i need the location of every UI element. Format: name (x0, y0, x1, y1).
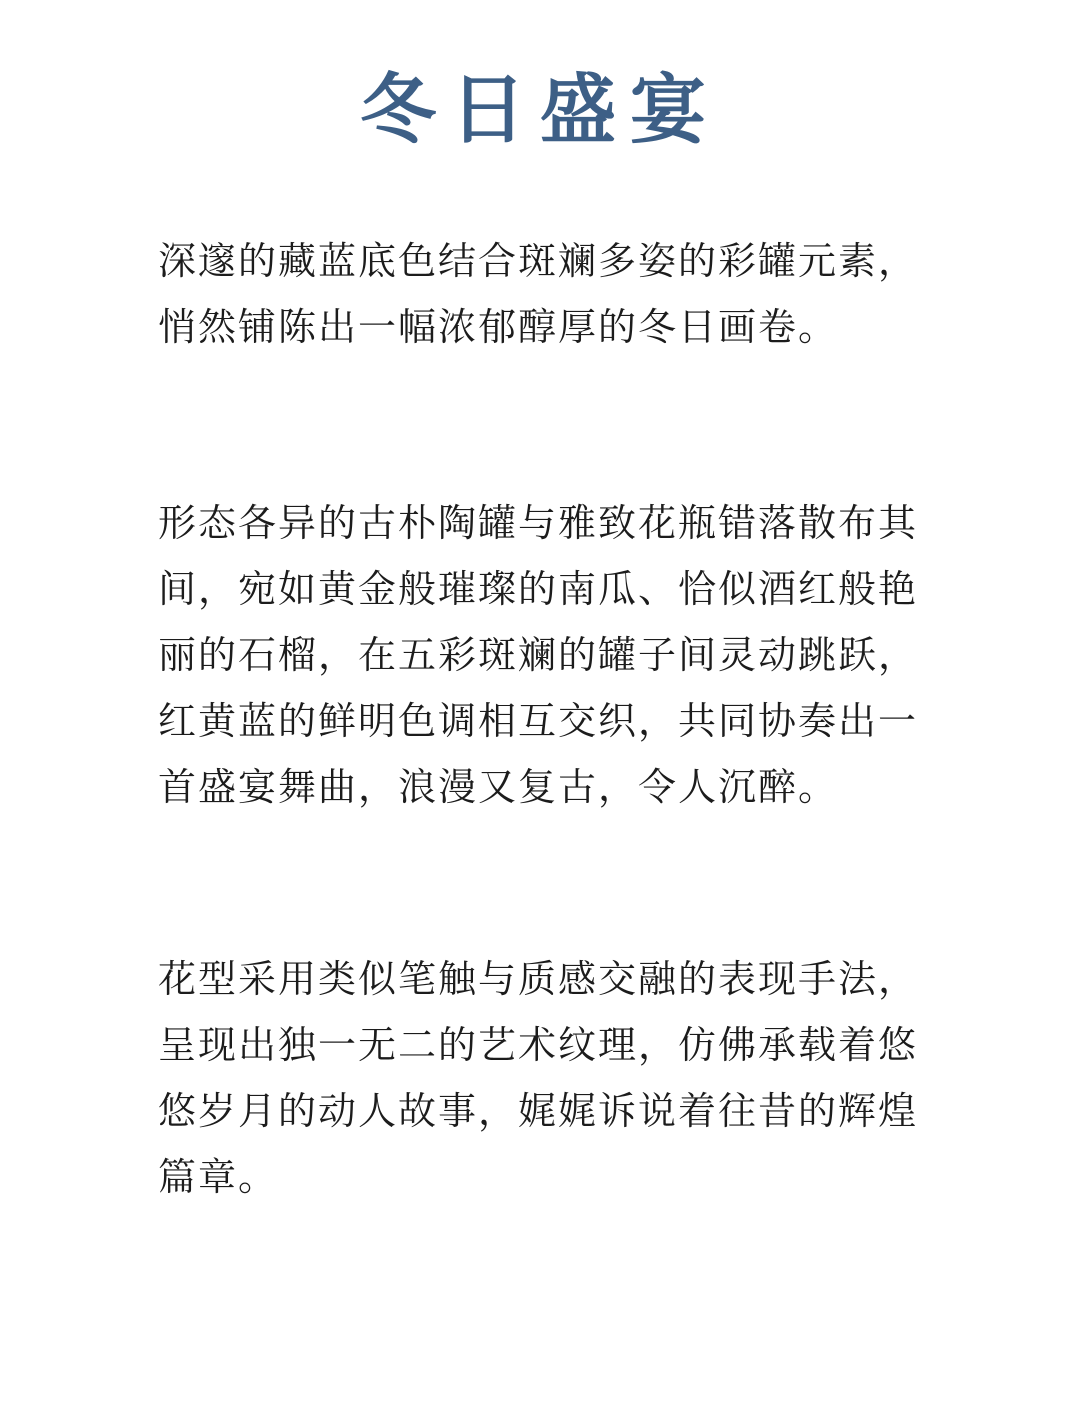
paragraph-intro: 深邃的藏蓝底色结合斑斓多姿的彩罐元素，悄然铺陈出一幅浓郁醇厚的冬日画卷。 (158, 239, 919, 349)
paragraph-description: 形态各异的古朴陶罐与雅致花瓶错落散布其间，宛如黄金般璀璨的南瓜、恰似酒红般艳丽的石榴，在五彩斑斓的罐子间灵动跳跃，红黄蓝的鲜明色调相互交织，共同协奏出一首盛宴舞曲，浪漫又复古，令人沉醉。 (158, 501, 919, 809)
page-title: 冬日盛宴 (360, 65, 720, 154)
paragraph-technique: 花型采用类似笔触与质感交融的表现手法，呈现出独一无二的艺术纹理，仿佛承载着悠悠岁月的动人故事，娓娓诉说着往昔的辉煌篇章。 (158, 957, 919, 1199)
